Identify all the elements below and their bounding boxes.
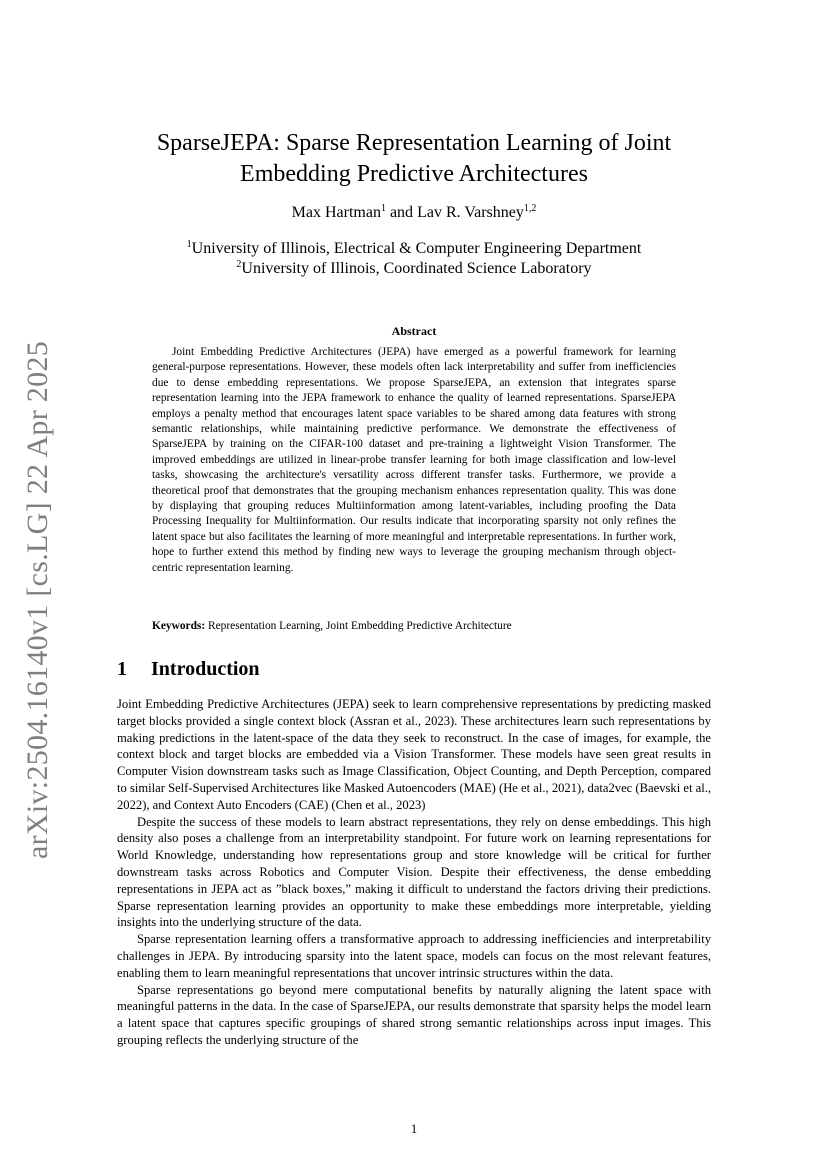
keywords-line <box>152 620 692 632</box>
author-name: Max Hartman <box>291 204 381 221</box>
section-body <box>117 696 711 1049</box>
title-line-2: Embedding Predictive Architectures <box>240 161 588 187</box>
affiliation <box>100 239 728 259</box>
body-paragraph: Sparse representations go beyond mere computational benefits by naturally aligning the latent space with meaningful patterns in the data. In the case of SparseJEPA, our results demonstrate that sparsity helps the model learn a latent space that captures specific groupings of shared strong semantic relationships across input images. This grouping reflects the underlying structure of the <box>117 982 711 1047</box>
author-name: Lav R. Varshney <box>417 204 524 221</box>
keywords-text: Representation Learning, Joint Embedding Predictive Architecture <box>208 620 512 632</box>
abstract-heading: Abstract <box>391 324 437 338</box>
author-affil-mark: 1 <box>380 203 386 214</box>
section-heading <box>117 658 260 681</box>
affiliation-list <box>100 239 728 279</box>
author-list <box>120 204 708 222</box>
title-line-1: SparseJEPA: Sparse Representation Learning of Joint <box>156 130 672 156</box>
affiliation <box>100 259 728 279</box>
section-title: Introduction <box>151 658 260 680</box>
page-number: 1 <box>410 1122 418 1136</box>
author-affil-mark: 1,2 <box>523 203 537 214</box>
affiliation-text: University of Illinois, Electrical & Computer Engineering Department <box>191 240 642 257</box>
body-paragraph: Despite the success of these models to learn abstract representations, they rely on dense embeddings. This high density also poses a challenge from an interpretability standpoint. For future work on learning representations for World Knowledge, understanding how representations group and store knowledge will be critical for further downstream tasks across Robotics and Computer Vision. Despite their effectiveness, the dense embedding representations in JEPA act as ”black boxes,” making it difficult to understand the factors driving their predictions. Sparse representation learning provides an opportunity to make these embeddings more interpretable, yielding insights into the underlying structure of the data. <box>117 814 711 930</box>
abstract-body: Joint Embedding Predictive Architectures (JEPA) have emerged as a powerful framework for learning general-purpose representations. However, these models often lack interpretability and suffer from inefficiencies due to dense embedding representations. We propose SparseJEPA, an extension that integrates sparse representation learning into the JEPA framework to enhance the quality of learned representations. SparseJEPA employs a penalty method that encourages latent space variables to be shared among data features with strong semantic relationships, while maintaining predictive performance. We demonstrate the effectiveness of SparseJEPA by training on the CIFAR-100 dataset and pre-training a lightweight Vision Transformer. The improved embeddings are utilized in linear-probe transfer learning for both image classification and low-level tasks, showcasing the architecture's versatility across different transfer tasks. Furthermore, we provide a theoretical proof that demonstrates that the grouping mechanism enhances representation quality. This was done by displaying that grouping reduces Multiinformation among latent-variables, including proofing the Data Processing Inequality for Multiinformation. Our results indicate that incorporating sparsity not only refines the latent space but also facilitates the learning of more meaningful and interpretable representations. In further work, hope to further extend this method by finding new ways to leverage the grouping mechanism through object-centric representation learning. <box>152 346 676 574</box>
body-paragraph: Sparse representation learning offers a transformative approach to addressing inefficiencies and interpretability challenges in JEPA. By introducing sparsity into the latent space, models can focus on the most relevant features, enabling them to learn meaningful representations that uncover intrinsic structures within the data. <box>117 932 711 980</box>
body-paragraph: Joint Embedding Predictive Architectures (JEPA) seek to learn comprehensive representations by predicting masked target blocks provided a single context block (Assran et al., 2023). These architectures learn such representations by making predictions in the latent-space of the data they seek to reconstruct. In the case of images, for example, the context block and target blocks are embedded via a Vision Transformer. These models have seen great results in Computer Vision downstream tasks such as Image Classification, Object Counting, and Depth Perception, compared to similar Self-Supervised Architectures like Masked Autoencoders (MAE) (He et al., 2021), data2vec (Baevski et al., 2022), and Context Auto Encoders (CAE) (Chen et al., 2023) <box>117 697 711 812</box>
affiliation-text: University of Illinois, Coordinated Science Laboratory <box>241 260 592 277</box>
arxiv-identifier-stamp <box>18 340 58 860</box>
arxiv-identifier-text: arXiv:2504.16140v1 [cs.LG] 22 Apr 2025 <box>21 340 54 860</box>
affiliation-mark: 1 <box>186 239 192 250</box>
affiliation-mark: 2 <box>236 259 242 270</box>
author-joiner: and <box>385 204 418 221</box>
keywords-label: Keywords: <box>152 620 206 632</box>
paper-title <box>120 128 708 190</box>
section-number: 1 <box>117 658 127 680</box>
